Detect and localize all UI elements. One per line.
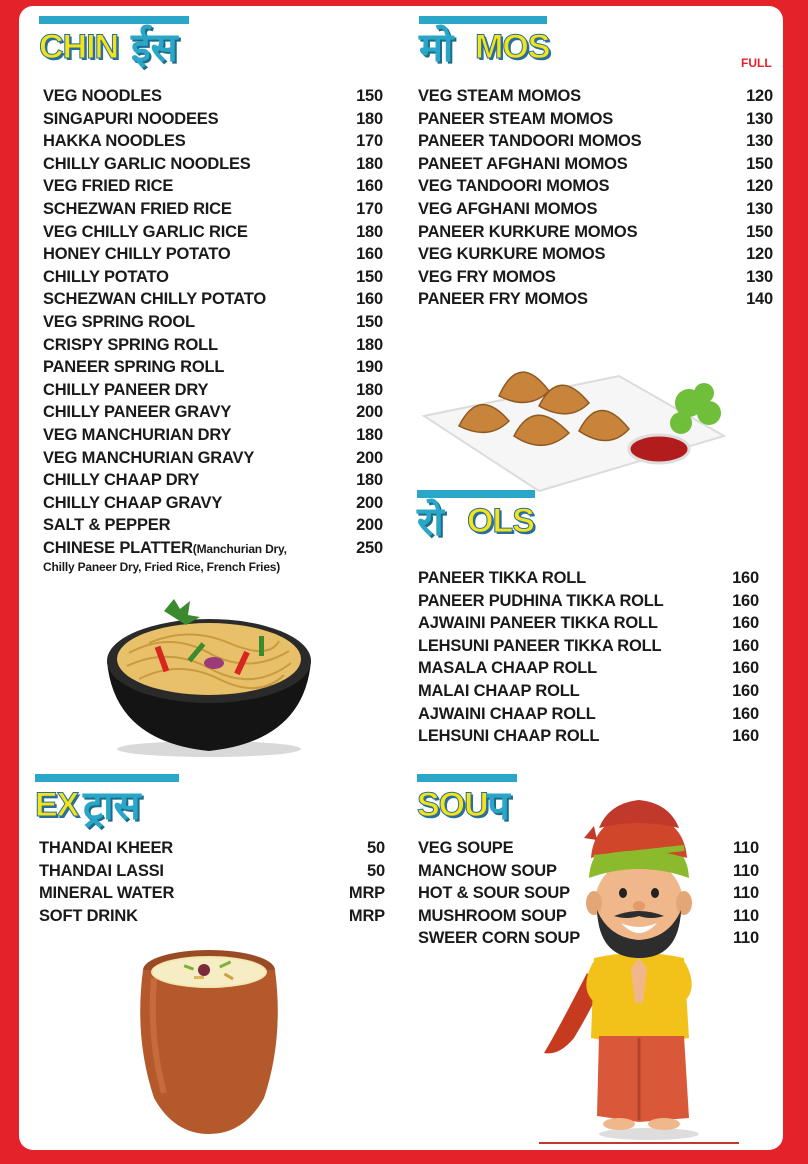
item-name: CHILLY CHAAP GRAVY xyxy=(43,493,223,512)
menu-item xyxy=(39,882,385,905)
item-name: AJWAINI CHAAP ROLL xyxy=(418,704,596,723)
menu-item xyxy=(43,447,383,470)
item-price: MRP xyxy=(348,906,385,925)
item-price: 110 xyxy=(732,861,759,880)
menu-item xyxy=(39,905,385,928)
menu-item xyxy=(43,198,383,221)
menu-item xyxy=(43,288,383,311)
item-price: 150 xyxy=(746,222,773,241)
kheer-kulhad-image xyxy=(134,948,284,1138)
item-name: CHILLY PANEER GRAVY xyxy=(43,403,232,422)
item-price: 110 xyxy=(732,906,759,925)
noodles-bowl-image xyxy=(99,591,319,761)
menu-item xyxy=(43,514,383,537)
item-name: PANEER TIKKA ROLL xyxy=(418,569,587,587)
item-name: PANEER STEAM MOMOS xyxy=(418,109,614,128)
menu-item xyxy=(43,266,383,289)
item-price: 180 xyxy=(356,471,383,490)
item-price: 180 xyxy=(356,109,383,128)
item-name: MUSHROOM SOUP xyxy=(418,906,567,925)
item-name: HONEY CHILLY POTATO xyxy=(43,245,231,264)
platter-note-a: (Manchurian Dry, xyxy=(192,541,287,556)
item-price: 250 xyxy=(356,538,383,557)
item-price: 120 xyxy=(746,87,773,105)
item-price: 170 xyxy=(356,132,383,151)
full-price-label: FULL xyxy=(741,56,772,70)
menu-item xyxy=(43,221,383,244)
item-name: MINERAL WATER xyxy=(39,884,175,903)
item-price: 160 xyxy=(356,290,383,309)
item-price: 170 xyxy=(356,199,383,218)
menu-item xyxy=(39,860,385,883)
item-price: 180 xyxy=(356,222,383,241)
menu-item xyxy=(418,703,759,726)
menu-item xyxy=(418,725,759,748)
menu-item xyxy=(418,288,773,311)
item-name: LEHSUNI PANEER TIKKA ROLL xyxy=(418,636,662,655)
item-price: 180 xyxy=(356,335,383,354)
menu-item xyxy=(418,243,773,266)
item-name: CHILLY GARLIC NOODLES xyxy=(43,154,251,173)
menu-item xyxy=(43,243,383,266)
item-price: 160 xyxy=(356,177,383,196)
soup-title-en: SOU xyxy=(417,786,488,824)
rolls-section-title xyxy=(417,490,547,548)
extras-menu-list xyxy=(39,837,385,927)
item-price: 130 xyxy=(746,199,773,218)
menu-item xyxy=(43,130,383,153)
soup-title-hi: प xyxy=(487,783,510,829)
item-name: MANCHOW SOUP xyxy=(418,861,557,880)
item-price: 160 xyxy=(732,727,759,746)
menu-item xyxy=(43,175,383,198)
menu-item xyxy=(418,590,759,613)
menu-item xyxy=(418,680,759,703)
item-name: VEG STEAM MOMOS xyxy=(418,87,581,105)
rolls-menu-list xyxy=(418,567,759,748)
item-price: 160 xyxy=(732,681,759,700)
menu-item xyxy=(43,379,383,402)
momos-title-hi: मो xyxy=(419,25,454,71)
menu-item xyxy=(418,657,759,680)
item-price: 160 xyxy=(732,636,759,655)
menu-item xyxy=(43,311,383,334)
menu-item xyxy=(43,356,383,379)
menu-item xyxy=(418,153,773,176)
item-price: 160 xyxy=(732,704,759,723)
extras-title-en: EX xyxy=(35,786,79,824)
item-name: HAKKA NOODLES xyxy=(43,132,186,151)
menu-item xyxy=(43,334,383,357)
menu-item xyxy=(418,108,773,131)
rolls-title-en: OLS xyxy=(467,502,534,540)
item-price: 190 xyxy=(356,358,383,377)
item-price: 130 xyxy=(746,109,773,128)
rolls-title-hi: रो xyxy=(417,499,444,545)
item-name: VEG KURKURE MOMOS xyxy=(418,245,606,264)
item-name: THANDAI KHEER xyxy=(39,839,173,857)
item-name: CHINESE PLATTER xyxy=(43,538,193,557)
item-price: 150 xyxy=(356,267,383,286)
chinese-menu-list xyxy=(43,85,383,574)
item-name: THANDAI LASSI xyxy=(39,861,164,880)
item-name: CHILLY CHAAP DRY xyxy=(43,471,200,490)
item-name: VEG SOUPE xyxy=(418,839,514,857)
item-price: 160 xyxy=(732,614,759,633)
soup-section-title xyxy=(417,774,527,832)
platter-item xyxy=(43,537,383,575)
menu-item xyxy=(39,837,385,860)
menu-item xyxy=(43,401,383,424)
item-name: CHILLY POTATO xyxy=(43,267,169,286)
menu-item xyxy=(418,266,773,289)
item-price: 150 xyxy=(356,312,383,331)
item-name: PANEER SPRING ROLL xyxy=(43,358,225,377)
momos-section-title xyxy=(419,16,559,74)
item-price: 180 xyxy=(356,425,383,444)
item-price: 130 xyxy=(746,132,773,151)
item-price: MRP xyxy=(348,884,385,903)
chinese-section-title xyxy=(39,16,199,74)
item-price: 110 xyxy=(732,929,759,948)
menu-item xyxy=(418,85,773,108)
item-name: PANEER KURKURE MOMOS xyxy=(418,222,638,241)
momos-plate-image xyxy=(419,341,729,506)
menu-item xyxy=(418,612,759,635)
extras-section-title xyxy=(35,774,185,832)
item-name: VEG FRIED RICE xyxy=(43,177,174,196)
menu-page xyxy=(19,6,783,1150)
item-name: VEG AFGHANI MOMOS xyxy=(418,199,598,218)
menu-item xyxy=(43,492,383,515)
item-name: VEG TANDOORI MOMOS xyxy=(418,177,610,196)
chinese-title-en: CHIN xyxy=(39,28,119,66)
item-name: MASALA CHAAP ROLL xyxy=(418,659,598,678)
item-name: SALT & PEPPER xyxy=(43,516,171,535)
item-name: HOT & SOUR SOUP xyxy=(418,884,570,903)
item-name: AJWAINI PANEER TIKKA ROLL xyxy=(418,614,658,633)
item-name: SCHEZWAN FRIED RICE xyxy=(43,199,232,218)
menu-item xyxy=(418,635,759,658)
menu-item xyxy=(418,567,759,590)
menu-item xyxy=(43,153,383,176)
item-name: VEG SPRING ROOL xyxy=(43,312,195,331)
item-name: VEG NOODLES xyxy=(43,87,162,105)
item-price: 120 xyxy=(746,245,773,264)
item-price: 200 xyxy=(356,493,383,512)
item-name: SOFT DRINK xyxy=(39,906,138,925)
item-name: LEHSUNI CHAAP ROLL xyxy=(418,727,600,746)
chinese-title-hi: ईस xyxy=(131,25,178,71)
item-price: 160 xyxy=(356,245,383,264)
item-price: 130 xyxy=(746,267,773,286)
item-name: MALAI CHAAP ROLL xyxy=(418,681,580,700)
menu-item xyxy=(43,108,383,131)
menu-item xyxy=(43,424,383,447)
momos-menu-list xyxy=(418,85,773,311)
item-price: 160 xyxy=(732,659,759,678)
item-price: 140 xyxy=(746,290,773,309)
item-price: 200 xyxy=(356,448,383,467)
item-name: VEG CHILLY GARLIC RICE xyxy=(43,222,248,241)
menu-item xyxy=(418,175,773,198)
item-name: PANEER PUDHINA TIKKA ROLL xyxy=(418,591,664,610)
menu-item xyxy=(418,198,773,221)
extras-title-hi: ट्रास xyxy=(83,783,141,829)
item-price: 50 xyxy=(367,861,385,880)
item-price: 120 xyxy=(746,177,773,196)
sikh-man-illustration xyxy=(539,798,739,1148)
item-name: VEG MANCHURIAN GRAVY xyxy=(43,448,255,467)
item-name: VEG FRY MOMOS xyxy=(418,267,556,286)
item-price: 160 xyxy=(732,569,759,587)
item-price: 200 xyxy=(356,403,383,422)
item-price: 150 xyxy=(356,87,383,105)
menu-item xyxy=(43,469,383,492)
item-name: PANEER TANDOORI MOMOS xyxy=(418,132,642,151)
platter-note-b: Chilly Paneer Dry, Fried Rice, French Fries) xyxy=(43,560,281,575)
item-name: VEG MANCHURIAN DRY xyxy=(43,425,232,444)
item-price: 150 xyxy=(746,154,773,173)
item-name: PANEER FRY MOMOS xyxy=(418,290,588,309)
item-name: SINGAPURI NOODEES xyxy=(43,109,219,128)
menu-item xyxy=(43,85,383,108)
item-price: 160 xyxy=(732,591,759,610)
item-name: CRISPY SPRING ROLL xyxy=(43,335,218,354)
item-price: 110 xyxy=(732,884,759,903)
item-price: 180 xyxy=(356,154,383,173)
menu-item xyxy=(418,130,773,153)
item-name: SWEER CORN SOUP xyxy=(418,929,581,948)
momos-title-en: MOS xyxy=(475,28,550,66)
item-price: 110 xyxy=(732,839,759,857)
menu-item xyxy=(418,221,773,244)
item-name: PANEET AFGHANI MOMOS xyxy=(418,154,628,173)
item-name: SCHEZWAN CHILLY POTATO xyxy=(43,290,266,309)
item-price: 200 xyxy=(356,516,383,535)
item-price: 50 xyxy=(367,839,385,857)
item-price: 180 xyxy=(356,380,383,399)
item-name: CHILLY PANEER DRY xyxy=(43,380,209,399)
